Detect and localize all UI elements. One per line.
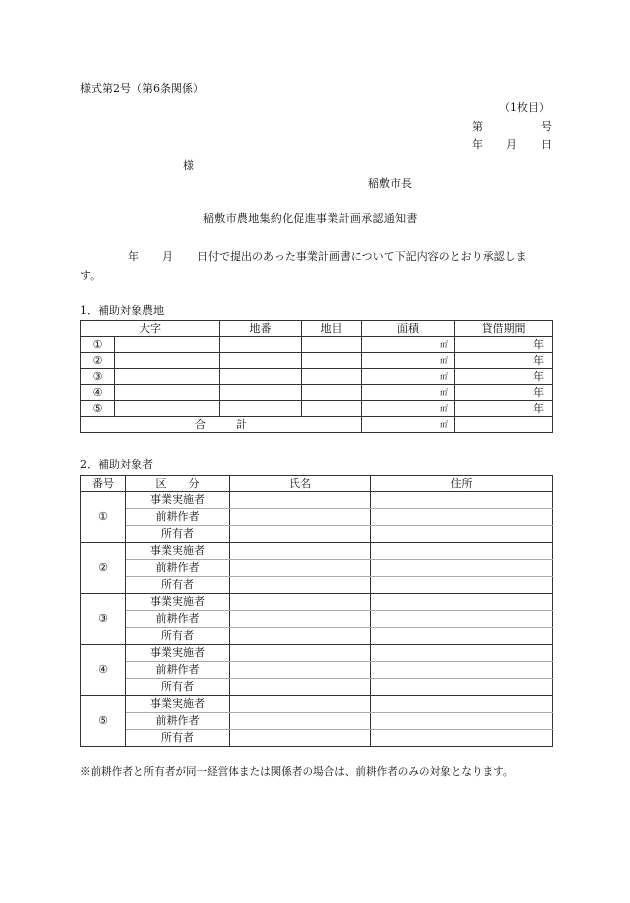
col-number: 番号 (81, 476, 126, 492)
total-label (81, 417, 362, 433)
date-day: 日 (541, 138, 552, 151)
address-cell (371, 577, 553, 594)
addressee-honorific: 様 (183, 159, 194, 172)
table-row (81, 543, 553, 560)
address-cell (371, 730, 553, 747)
name-cell (230, 628, 371, 645)
row-number: ③ (81, 369, 115, 385)
footnote: ※前耕作者と所有者が同一経営体または関係者の場合は、前耕作者のみの対象となります。 (80, 766, 514, 778)
row-number: ⑤ (81, 401, 115, 417)
oaza-cell (115, 401, 220, 417)
period-unit: 年 (455, 401, 553, 417)
document-title: 稲敷市農地集約化促進事業計画承認通知書 (203, 212, 418, 225)
area-unit: ㎡ (362, 353, 455, 369)
category-cell: 前耕作者 (126, 662, 230, 679)
address-cell (371, 713, 553, 730)
category-cell: 所有者 (126, 577, 230, 594)
group-number: ③ (81, 594, 126, 645)
oaza-cell (115, 337, 220, 353)
category-cell: 前耕作者 (126, 560, 230, 577)
category-cell: 事業実施者 (126, 594, 230, 611)
table-header-row (81, 476, 553, 492)
date-year: 年 (472, 138, 483, 151)
form-id: 様式第2号（第6条関係） (80, 82, 204, 95)
area-unit: ㎡ (362, 401, 455, 417)
name-cell (230, 611, 371, 628)
address-cell (371, 594, 553, 611)
body-line1: 日付で提出のあった事業計画書について下記内容のとおり承認しま (197, 250, 527, 263)
total-period-cell (455, 417, 553, 433)
table-row (81, 611, 553, 628)
period-unit: 年 (455, 353, 553, 369)
table-row (81, 337, 553, 353)
table-row (81, 369, 553, 385)
address-cell (371, 696, 553, 713)
chiban-cell (220, 337, 302, 353)
oaza-cell (115, 369, 220, 385)
chimoku-cell (302, 353, 362, 369)
name-cell (230, 577, 371, 594)
subsidy-recipient-table (80, 475, 553, 747)
category-cell: 前耕作者 (126, 713, 230, 730)
name-cell (230, 594, 371, 611)
category-cell: 前耕作者 (126, 509, 230, 526)
table-row (81, 696, 553, 713)
col-chiban: 地番 (220, 321, 302, 337)
chimoku-cell (302, 385, 362, 401)
name-cell (230, 645, 371, 662)
oaza-cell (115, 385, 220, 401)
table-row (81, 713, 553, 730)
group-number: ⑤ (81, 696, 126, 747)
category-cell: 所有者 (126, 730, 230, 747)
address-cell (371, 509, 553, 526)
name-cell (230, 509, 371, 526)
row-number: ④ (81, 385, 115, 401)
table-row (81, 560, 553, 577)
name-cell (230, 713, 371, 730)
address-cell (371, 645, 553, 662)
group-number: ② (81, 543, 126, 594)
name-cell (230, 679, 371, 696)
name-cell (230, 526, 371, 543)
period-unit: 年 (455, 337, 553, 353)
row-number: ① (81, 337, 115, 353)
table-row (81, 730, 553, 747)
category-cell: 所有者 (126, 526, 230, 543)
chiban-cell (220, 369, 302, 385)
col-menseki: 面積 (362, 321, 455, 337)
chimoku-cell (302, 401, 362, 417)
col-address: 住所 (371, 476, 553, 492)
category-cell: 前耕作者 (126, 611, 230, 628)
col-chimoku: 地目 (302, 321, 362, 337)
address-cell (371, 611, 553, 628)
group-number: ① (81, 492, 126, 543)
name-cell (230, 662, 371, 679)
table-row (81, 628, 553, 645)
section2-heading: 2．補助対象者 (80, 458, 153, 471)
row-number: ② (81, 353, 115, 369)
category-cell: 所有者 (126, 628, 230, 645)
total-area-unit: ㎡ (362, 417, 455, 433)
category-cell: 事業実施者 (126, 696, 230, 713)
number-prefix: 第 (472, 120, 483, 133)
category-cell: 所有者 (126, 679, 230, 696)
issuer: 稲敷市長 (368, 177, 412, 190)
page-count: （1枚目） (499, 101, 550, 114)
body-line2: す。 (80, 269, 102, 282)
body-year: 年 (128, 250, 139, 263)
table-row (81, 401, 553, 417)
name-cell (230, 492, 371, 509)
table-row (81, 492, 553, 509)
address-cell (371, 492, 553, 509)
name-cell (230, 696, 371, 713)
col-category: 区 分 (126, 476, 230, 492)
chiban-cell (220, 353, 302, 369)
group-number: ④ (81, 645, 126, 696)
area-unit: ㎡ (362, 337, 455, 353)
chimoku-cell (302, 337, 362, 353)
table-row (81, 662, 553, 679)
chimoku-cell (302, 369, 362, 385)
address-cell (371, 526, 553, 543)
name-cell (230, 543, 371, 560)
total-row (81, 417, 553, 433)
area-unit: ㎡ (362, 369, 455, 385)
chiban-cell (220, 385, 302, 401)
col-period: 貸借期間 (455, 321, 553, 337)
category-cell: 事業実施者 (126, 645, 230, 662)
col-name: 氏名 (230, 476, 371, 492)
farmland-table (80, 320, 553, 433)
table-row (81, 577, 553, 594)
table-row (81, 509, 553, 526)
table-row (81, 526, 553, 543)
date-month: 月 (506, 138, 517, 151)
oaza-cell (115, 353, 220, 369)
address-cell (371, 662, 553, 679)
table-header-row (81, 321, 553, 337)
col-oaza: 大字 (81, 321, 220, 337)
section1-heading: 1．補助対象農地 (80, 304, 164, 317)
table-row (81, 679, 553, 696)
number-suffix: 号 (541, 120, 552, 133)
body-month: 月 (162, 250, 173, 263)
name-cell (230, 560, 371, 577)
table-row (81, 385, 553, 401)
table-row (81, 594, 553, 611)
total-label-2: 計 (236, 418, 247, 431)
address-cell (371, 628, 553, 645)
period-unit: 年 (455, 369, 553, 385)
address-cell (371, 560, 553, 577)
area-unit: ㎡ (362, 385, 455, 401)
table-row (81, 353, 553, 369)
category-cell: 事業実施者 (126, 492, 230, 509)
total-label-1: 合 (195, 418, 206, 431)
category-cell: 事業実施者 (126, 543, 230, 560)
address-cell (371, 679, 553, 696)
period-unit: 年 (455, 385, 553, 401)
name-cell (230, 730, 371, 747)
table-row (81, 645, 553, 662)
chiban-cell (220, 401, 302, 417)
address-cell (371, 543, 553, 560)
